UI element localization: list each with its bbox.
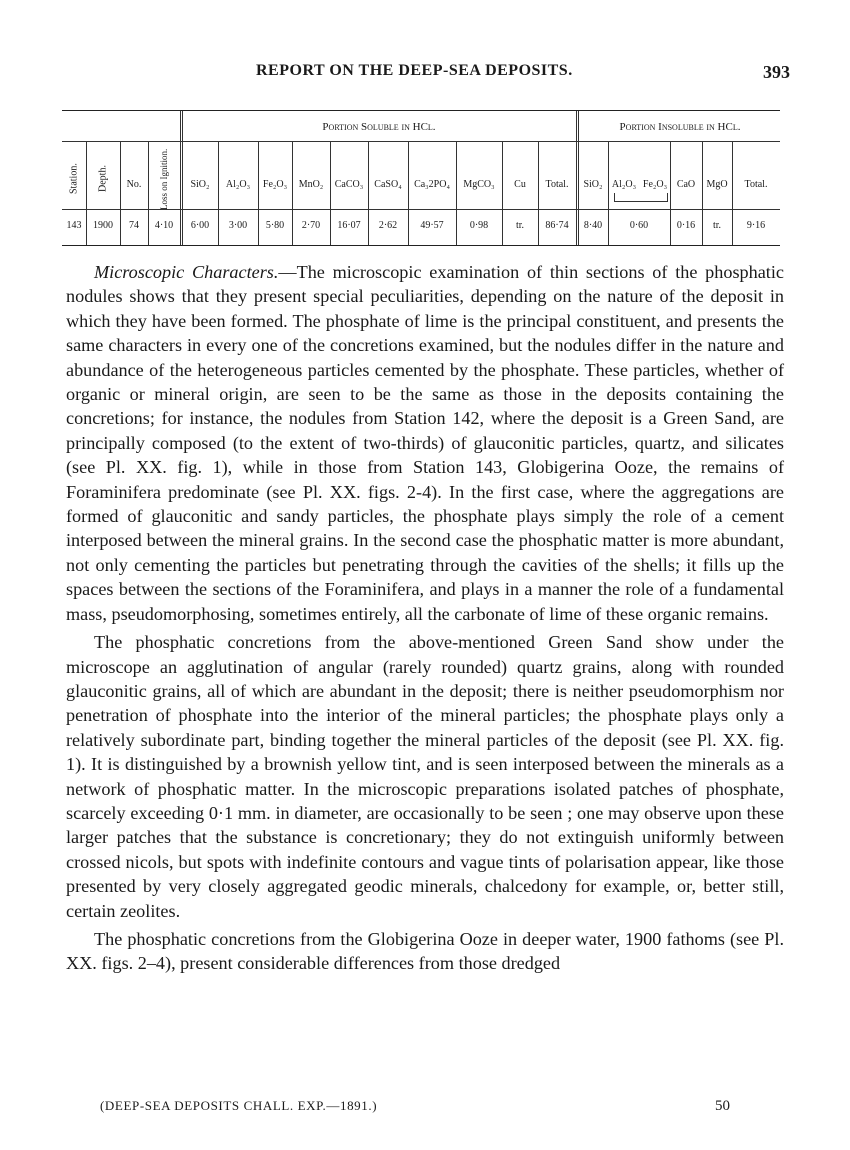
body-text [66, 260, 784, 980]
header-loss-on-ignition: Loss on Ignition. [159, 148, 169, 210]
table-rule [62, 141, 780, 142]
group-header-soluble: Portion Soluble in HCl. [322, 121, 436, 133]
analysis-table [62, 110, 780, 246]
paragraph [66, 260, 784, 626]
cell-no: 74 [129, 220, 139, 231]
paragraph: The phosphatic concretions from the Globigerina Ooze in deeper water, 1900 fathoms (see Pl. XX. figs. 2–4), present considerable differences from those dredged [66, 928, 784, 974]
header-station: Station. [68, 163, 80, 195]
header-soluble-al2o3: Al₂O₃ [225, 179, 251, 190]
header-soluble-total: Total. [545, 179, 569, 190]
header-soluble-sio2: SiO₂ [190, 179, 210, 190]
header-insoluble-cao: CaO [676, 179, 696, 190]
cell-soluble-mno2: 2·70 [301, 220, 321, 231]
paragraph: The phosphatic concretions from the above-mentioned Green Sand show under the microscope an agglutination of angular (rarely rounded) quartz grains, along with rounded glauconitic grains, all of which are abundant in the deposit; there is neither pseudomorphism nor penetration of phosphate into the interior of the mineral particles; the phosphate plays only a relatively subordinate part, binding together the mineral particles of the deposit (see Pl. XX. fig. 1). It is distinguished by a brownish yellow tint, and is seen interposed between the minerals as a network of phosphatic matter. In the microscopic preparations isolated patches of phosphate, scarcely exceeding 0·1 mm. in diameter, are occasionally to be seen ; one may observe upon these larger patches that the substance is concretionary; they do not extinguish uniformly between crossed nicols, but spots with indefinite contours and vague tints of polarisation appear, like those presented by very closely aggregated geodic minerals, chalcedony for example, or, better still, certain zeolites. [66, 632, 784, 921]
cell-insoluble-cao: 0·16 [676, 220, 696, 231]
table-rule [62, 209, 780, 210]
header-insoluble-sio2: SiO₂ [583, 179, 603, 190]
cell-insoluble-mgo: tr. [712, 220, 722, 231]
signature-number: 50 [715, 1098, 730, 1114]
cell-station: 143 [66, 220, 82, 231]
brace-al2o3-fe2o3 [614, 193, 668, 202]
header-insoluble-al2o3: Al₂O₃ [611, 179, 637, 190]
cell-soluble-fe2o3: 5·80 [265, 220, 285, 231]
group-header-insoluble: Portion Insoluble in HCl. [619, 121, 741, 133]
header-no: No. [126, 179, 142, 190]
header-insoluble-total: Total. [744, 179, 768, 190]
header-soluble-mno2: MnO₂ [298, 179, 324, 190]
signature-note: (DEEP-SEA DEPOSITS CHALL. EXP.—1891.) [100, 1098, 378, 1113]
cell-soluble-mgco3: 0·98 [469, 220, 489, 231]
cell-soluble-sio2: 6·00 [190, 220, 210, 231]
cell-insoluble-total: 9·16 [746, 220, 766, 231]
header-soluble-mgco3: MgCO₃ [463, 179, 495, 190]
section-lead: Microscopic Characters. [94, 262, 279, 282]
cell-soluble-caco3: 16·07 [337, 220, 361, 231]
paragraph-text: —The microscopic examination of thin sections of the phosphatic nodules shows that they present special peculiarities, depending on the nature of the deposit in which they have been formed. The phosphate of lime is the principal constituent, and presents the same characters in every one of the concretions examined, but the nodules differ in the nature and abundance of the heterogeneous particles cemented by the phosphate. These particles, whether of organic or mineral origin, are seen to be the same as those in the deposits containing the concretions; for instance, the nodules from Station 142, where the deposit is a Green Sand, are principally composed (to the extent of two-thirds) of glauconitic particles, quartz, and silicates (see Pl. XX. fig. 1), while in those from Station 143, Globigerina Ooze, the remains of Foraminifera predominate (see Pl. XX. figs. 2-4). In the first case, where the aggregations are formed of glauconitic and sandy particles, the phosphate plays simply the role of a cement interposed between the mineral grains. In the second case the phosphatic matter is more abundant, not only cementing the particles but penetrating through the cavities of the shells; it fills up the spaces between the sections of the Foraminifera, and plays in a manner the role of a fundamental mass, pseudomorphosing, sometimes entirely, all the carbonate of lime of these organic remains. [66, 262, 784, 624]
cell-depth: 1900 [93, 220, 113, 231]
cell-insoluble-sio2: 8·40 [583, 220, 603, 231]
header-depth: Depth. [97, 165, 109, 193]
page-footer [100, 1098, 730, 1118]
cell-loss: 4·10 [154, 220, 174, 231]
cell-insoluble-al2o3-fe2o3: 0·60 [629, 220, 649, 231]
cell-soluble-caso4: 2·62 [378, 220, 398, 231]
cell-soluble-total: 86·74 [545, 220, 569, 231]
header-insoluble-mgo: MgO [706, 179, 728, 190]
header-soluble-fe2o3: Fe₂O₃ [262, 179, 288, 190]
page-number: 393 [763, 62, 790, 82]
cell-soluble-ca3po4: 49·57 [420, 220, 444, 231]
running-title: REPORT ON THE DEEP-SEA DEPOSITS. [256, 62, 573, 79]
header-soluble-caco3: CaCO₃ [334, 179, 364, 190]
page-header [70, 62, 790, 86]
header-soluble-cu: Cu [514, 179, 526, 190]
header-soluble-caso4: CaSO₄ [374, 179, 402, 190]
cell-soluble-cu: tr. [515, 220, 525, 231]
header-soluble-ca3po4: Ca₃2PO₄ [414, 179, 450, 190]
header-insoluble-fe2o3: Fe₂O₃ [642, 179, 668, 190]
cell-soluble-al2o3: 3·00 [228, 220, 248, 231]
